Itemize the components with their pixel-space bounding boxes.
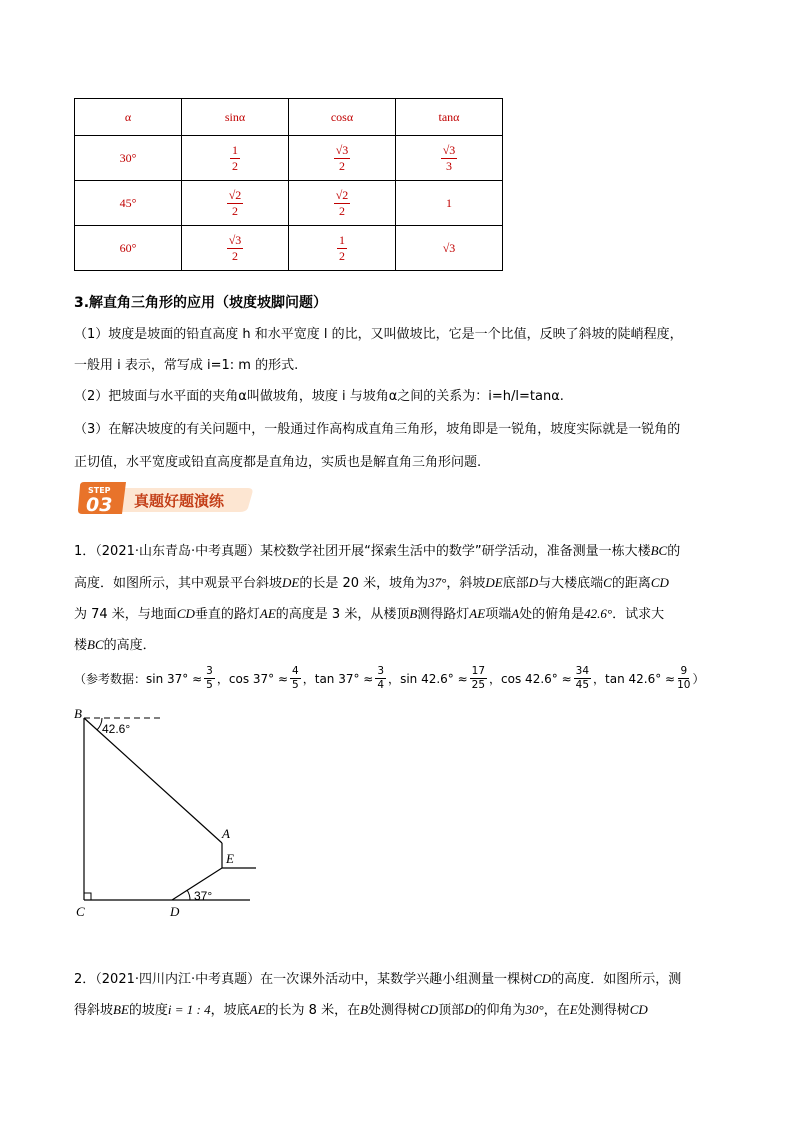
frac-den: 4: [377, 679, 385, 692]
table-row: [75, 136, 503, 181]
angle-cell: 45°: [75, 181, 182, 226]
text: 与大楼底端: [538, 576, 604, 591]
sin-cell: [182, 226, 289, 271]
var: D: [464, 1002, 474, 1017]
frac-den: 25: [471, 679, 486, 692]
var: 42.6°: [584, 606, 613, 621]
var: B: [360, 1002, 369, 1017]
ref-sep: ，: [593, 672, 606, 687]
ref-sep: ，: [388, 672, 401, 687]
var: i = 1 : 4: [167, 1002, 211, 1017]
var: DE: [282, 575, 300, 590]
angle-label-top: 42.6°: [102, 722, 131, 736]
frac-num: 3: [204, 666, 215, 679]
header-cell: sinα: [182, 99, 289, 136]
frac-den: 5: [292, 679, 299, 692]
frac-num: √2: [335, 188, 349, 203]
var: C: [603, 575, 612, 590]
var: D: [528, 575, 539, 590]
label-c: C: [76, 904, 85, 919]
text: 得斜坡: [74, 1003, 114, 1018]
ref-lhs: cos 37° ≈: [228, 671, 289, 686]
text: 测得路灯: [417, 607, 470, 622]
text: 处的俯角是: [519, 607, 585, 622]
var: BE: [113, 1002, 129, 1017]
table-row: [75, 181, 503, 226]
reference-data: [74, 666, 705, 691]
var: B: [409, 606, 418, 621]
text: 的长为 8 米，在: [265, 1003, 361, 1018]
cos-cell: [289, 226, 396, 271]
text: 垂直的路灯: [194, 607, 260, 622]
ref-lhs: sin 37° ≈: [146, 671, 203, 686]
frac-den: 2: [339, 159, 345, 173]
problem1-line3: [74, 603, 664, 622]
frac-num: 17: [470, 666, 487, 679]
step-badge-graphic: [76, 482, 256, 514]
problem1-line1: [74, 540, 680, 559]
text: 底部: [502, 576, 529, 591]
geometry-figure: [60, 700, 280, 930]
var: 37°: [428, 575, 447, 590]
right-angle-mark: [84, 893, 91, 900]
header-cell: cosα: [289, 99, 396, 136]
ref-lhs: tan 37° ≈: [314, 671, 374, 686]
ref-lhs: tan 42.6° ≈: [605, 671, 676, 686]
badge-title: 真题好题演练: [134, 492, 225, 510]
var: CD: [420, 1002, 439, 1017]
var: CD: [629, 1002, 648, 1017]
text: 处测得树: [368, 1003, 421, 1018]
text: 的高度是 3 米，从楼顶: [275, 607, 410, 622]
var: 30°: [525, 1002, 544, 1017]
var: AE: [469, 606, 486, 621]
cos-cell: [289, 136, 396, 181]
text: 的坡度: [128, 1003, 168, 1018]
text: 的高度．如图所示，测: [551, 972, 682, 987]
ref-lhs: sin 42.6° ≈: [400, 671, 468, 686]
var: E: [569, 1002, 578, 1017]
frac-num: 3: [375, 666, 386, 679]
cos-cell: [289, 181, 396, 226]
problem1-line2: [74, 572, 669, 591]
text: 2．（2021·四川内江·中考真题）在一次课外活动中，某数学兴趣小组测量一棵树: [74, 972, 534, 987]
var: AE: [259, 606, 276, 621]
frac-num: 4: [290, 666, 301, 679]
table-row: [75, 226, 503, 271]
var: DE: [485, 575, 503, 590]
paragraph-line: （2）把坡面与水平面的夹角α叫做坡角，坡度 i 与坡角α之间的关系为：i=h/l=tanα.: [74, 389, 564, 404]
frac-den: 10: [677, 679, 691, 692]
text: 顶部: [438, 1003, 465, 1018]
ref-sep: ，: [302, 672, 315, 687]
frac-den: 2: [232, 204, 238, 218]
frac-den: 2: [339, 204, 345, 218]
text: ，斜坡: [446, 576, 486, 591]
problem1-line4: [74, 634, 156, 653]
sight-line-ba: [84, 718, 222, 843]
paragraph-line: 正切值，水平宽度或铅直高度都是直角边，实质也是解直角三角形问题.: [74, 455, 482, 470]
text: ，在: [543, 1003, 570, 1018]
frac-num: 9: [678, 666, 689, 679]
section-title: 3.解直角三角形的应用（坡度坡脚问题）: [74, 295, 328, 311]
step-label: STEP: [88, 486, 111, 495]
var: BC: [650, 543, 668, 558]
paragraph-line: （1）坡度是坡面的铅直高度 h 和水平宽度 l 的比，又叫做坡比，它是一个比值，反映了斜坡的陡峭程度，: [74, 327, 683, 342]
text: 的高度．: [103, 638, 156, 653]
problem2-line1: [74, 968, 681, 987]
frac-num: √3: [335, 143, 349, 158]
ref-suffix: ）: [692, 672, 705, 687]
var: CD: [176, 606, 195, 621]
text: ．试求大: [612, 607, 665, 622]
frac-num: √3: [228, 233, 242, 248]
ref-sep: ，: [489, 672, 502, 687]
var: CD: [533, 971, 552, 986]
frac-den: 3: [446, 159, 452, 173]
frac-num: 1: [232, 143, 238, 158]
ref-sep: ，: [216, 672, 229, 687]
frac-num: √3: [442, 143, 456, 158]
text: 楼: [74, 638, 88, 653]
var: A: [511, 606, 520, 621]
var: CD: [650, 575, 669, 590]
var: AE: [249, 1002, 266, 1017]
header-cell: α: [75, 99, 182, 136]
text: ，坡底: [210, 1003, 250, 1018]
step-number: 03: [86, 494, 113, 514]
label-b: B: [74, 706, 82, 721]
sin-cell: [182, 181, 289, 226]
text: 为 74 米，与地面: [74, 607, 177, 622]
tan-cell: √3: [396, 226, 503, 271]
paragraph-line: （3）在解决坡度的有关问题中，一般通过作高构成直角三角形，坡角即是一锐角，坡度实际就是一锐角的: [74, 422, 681, 437]
step-badge: [76, 482, 256, 514]
tan-cell: [396, 136, 503, 181]
sin-cell: [182, 136, 289, 181]
paragraph-line: 一般用 i 表示，常写成 i=1: m 的形式.: [74, 358, 299, 373]
label-d: D: [170, 904, 180, 919]
frac-den: 45: [575, 679, 590, 692]
text: 高度．如图所示，其中观景平台斜坡: [74, 576, 283, 591]
problem2-line2: [74, 999, 648, 1018]
frac-den: 2: [232, 249, 238, 263]
frac-num: √2: [228, 188, 242, 203]
angle-cell: 60°: [75, 226, 182, 271]
angle-label-bottom: 37°: [194, 889, 213, 903]
frac-num: 1: [339, 233, 345, 248]
text: 的距离: [611, 576, 651, 591]
label-a: A: [222, 826, 230, 841]
tan-cell: 1: [396, 181, 503, 226]
angle-cell: 30°: [75, 136, 182, 181]
ref-prefix: （参考数据：: [74, 672, 147, 687]
text: 的仰角为: [473, 1003, 526, 1018]
text: 1．（2021·山东青岛·中考真题）某校数学社团开展“探索生活中的数学”研学活动，准备测量一栋大楼: [74, 544, 651, 559]
table-header-row: [75, 99, 503, 136]
frac-den: 5: [206, 679, 213, 692]
header-cell: tanα: [396, 99, 503, 136]
trig-values-table: [74, 98, 503, 271]
angle-arc-bottom: [187, 890, 190, 900]
var: BC: [87, 637, 104, 652]
text: 的长是 20 米，坡角为: [299, 576, 429, 591]
text: 的: [667, 544, 681, 559]
frac-den: 2: [339, 249, 345, 263]
label-e: E: [226, 851, 234, 866]
text: 处测得树: [577, 1003, 630, 1018]
text: 项端: [485, 607, 512, 622]
frac-den: 2: [232, 159, 238, 173]
ref-lhs: cos 42.6° ≈: [501, 671, 572, 686]
frac-num: 34: [574, 666, 591, 679]
